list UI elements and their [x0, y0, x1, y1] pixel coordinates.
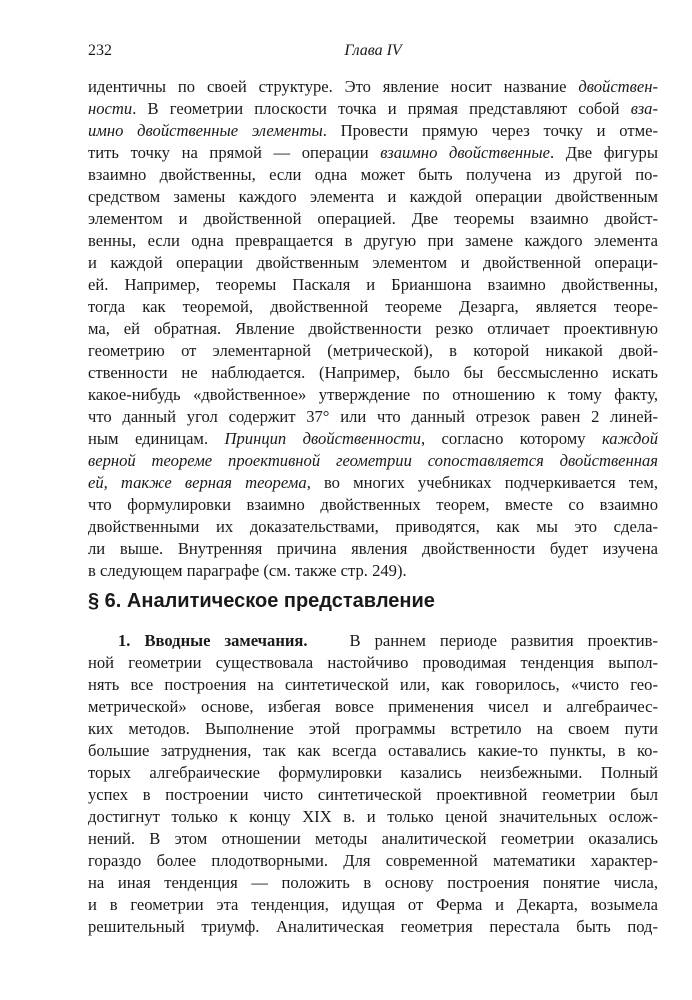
text-line: тить точку на прямой — операции взаимно двойственные. Две фигуры — [88, 143, 658, 162]
text-line: элементом и двойственной операцией. Две теоремы взаимно двойст- — [88, 209, 658, 228]
text-line: успех в построении чисто синтетической проективной геометрии был — [88, 785, 658, 804]
text-line: что формулировки взаимно двойственных теорем, вместе со взаимно — [88, 495, 658, 514]
text-line: ких методов. Выполнение этой программы встретило на своем пути — [88, 719, 658, 738]
text-line: торых алгебраические формулировки казались неизбежными. Полный — [88, 763, 658, 782]
text-line: средством замены каждого элемента и каждой операции двойственным — [88, 187, 658, 206]
subsection-lead: 1. Вводные замечания. — [118, 631, 308, 650]
text-line: венны, если одна превращается в другую при замене каждого элемента — [88, 231, 658, 250]
text-line: решительный триумф. Аналитическая геометрия перестала быть под- — [88, 917, 658, 936]
text-line: гораздо более плодотворными. Для современной математики характер- — [88, 851, 658, 870]
text-line: ей. Например, теоремы Паскаля и Брианшона взаимно двойственны, — [88, 275, 658, 294]
text-line: на иная тенденция — положить в основу построения понятие числа, — [88, 873, 658, 892]
text-line: что данный угол содержит 37° или что данный отрезок равен 2 линей- — [88, 407, 658, 426]
text-line: нений. В этом отношении методы аналитической геометрии оказались — [88, 829, 658, 848]
page-number: 232 — [88, 42, 112, 59]
text-line: ственности не наблюдается. (Например, было бы бессмысленно искать — [88, 363, 658, 382]
text-line: ности. В геометрии плоскости точка и прямая представляют собой вза- — [88, 99, 658, 118]
text-line: ным единицам. Принцип двойственности, согласно которому каждой — [88, 429, 659, 448]
text-line: в следующем параграфе (см. также стр. 249). — [88, 561, 407, 580]
section-heading: § 6. Аналитическое представление — [88, 590, 435, 612]
text-line: и каждой операции двойственным элементом и двойственной операци- — [88, 253, 658, 272]
text-line: имно двойственные элементы. Провести прямую через точку и отме- — [88, 121, 658, 140]
text-line: ей, также верная теорема, во многих учебниках подчеркивается тем, — [88, 473, 658, 492]
text-line: метрической» основе, избегая вовсе применения чисел и алгебраичес- — [88, 697, 658, 716]
text-line: ма, ей обратная. Явление двойственности резко отличает проективную — [88, 319, 658, 338]
text-line: взаимно двойственны, если одна может быть получена из другой по- — [88, 165, 658, 184]
text-line: и в геометрии эта тенденция, идущая от Ферма и Декарта, возымела — [88, 895, 658, 914]
text-line: ной геометрии существовала настойчиво проводимая тенденция выпол- — [88, 653, 658, 672]
text-line: достигнут только к концу XIX в. и только ценой значительных ослож- — [88, 807, 658, 826]
text-line: двойственными их доказательствами, приводятся, как мы это сдела- — [88, 517, 658, 536]
text-line: геометрию от элементарной (метрической), в которой никакой двой- — [88, 341, 658, 360]
text-line: какое-нибудь «двойственное» утверждение по отношению к тому факту, — [88, 385, 658, 404]
text-line: идентичны по своей структуре. Это явление носит название двойствен- — [88, 77, 658, 96]
chapter-title: Глава IV — [344, 42, 402, 59]
text-line: 1. Вводные замечания. В раннем периоде развития проектив- — [118, 631, 658, 650]
text-line: большие затруднения, так как всегда оставались какие-то пункты, в ко- — [88, 741, 658, 760]
text-line: нять все построения на синтетической или, как говорилось, «чисто гео- — [88, 675, 658, 694]
running-head — [88, 42, 658, 64]
text-line: верной теореме проективной геометрии сопоставляется двойственная — [88, 451, 658, 470]
text-line: ли выше. Внутренняя причина явления двойственности будет изучена — [88, 539, 658, 558]
text-line: тогда как теоремой, двойственной теореме Дезарга, является теоре- — [88, 297, 658, 316]
